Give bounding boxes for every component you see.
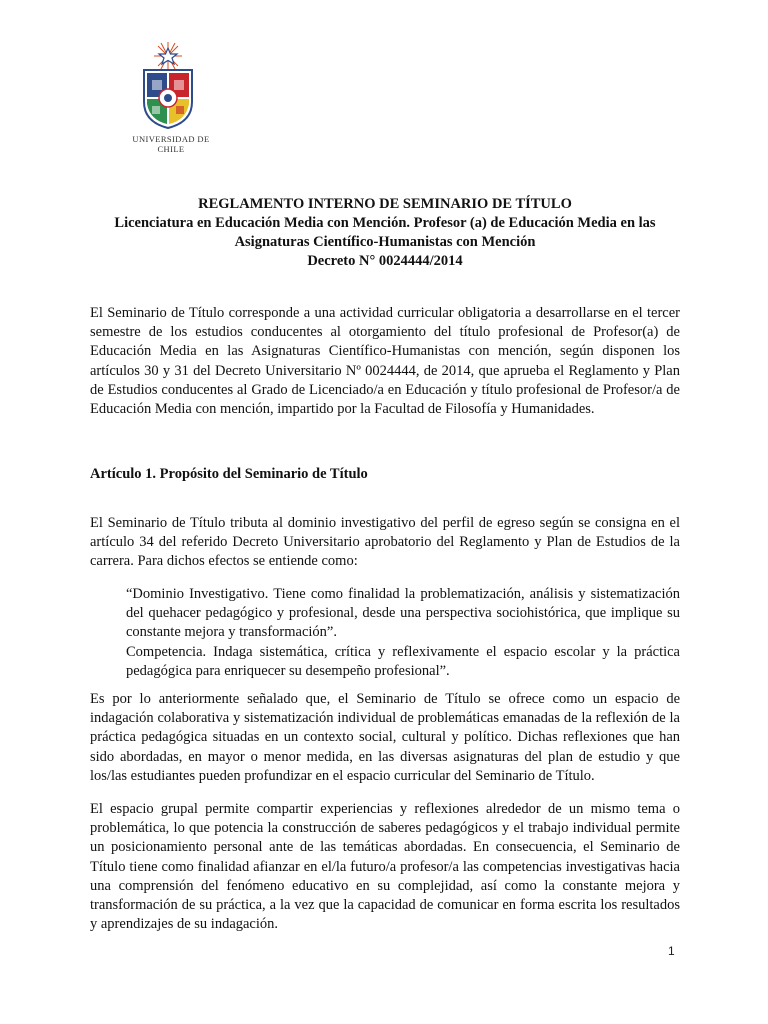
logo-text: UNIVERSIDAD DE CHILE bbox=[132, 134, 210, 154]
title-line-3: Decreto N° 0024444/2014 bbox=[307, 253, 463, 269]
article-1-heading: Artículo 1. Propósito del Seminario de Título bbox=[90, 466, 368, 482]
page-number: 1 bbox=[668, 944, 675, 958]
quote-competencia: Competencia. Indaga sistemática, crítica y reflexivamente el espacio escolar y la práctica pedagógica para enriquecer su desempeño profesional”. bbox=[126, 644, 680, 680]
article-1-paragraph-2: Es por lo anteriormente señalado que, el Seminario de Título se ofrece como un espacio de indagación colaborativa y sistematización individual de problemáticas emanadas de la reflexión de la práctica pedagógica situadas en un contexto social, cultural y político. Dichas reflexiones que han sido abordadas, en mayor o menor medida, en las diversas asignaturas del plan de estudio y que los/las estudiantes pueden profundizar en el espacio curricular del Seminario de Título. bbox=[90, 691, 680, 784]
title-line-1: REGLAMENTO INTERNO DE SEMINARIO DE TÍTULO bbox=[198, 196, 572, 212]
university-logo bbox=[118, 40, 218, 154]
document-title bbox=[90, 195, 680, 271]
article-1-paragraph-3: El espacio grupal permite compartir experiencias y reflexiones alrededor de un mismo tema o problemática, lo que potencia la construcción de saberes pedagógicos y el trabajo individual permite un posicionamiento personal ante de las temáticas abordadas. En consecuencia, el Seminario de Título tiene como finalidad afianzar en el/la futuro/a profesor/a las competencias investigativas hacia una comprensión del fenómeno educativo en su complejidad, así como la constante mejora y transformación de su práctica, a la vez que la capacidad de comunicar en forma escrita los resultados y aprendizajes de su indagación. bbox=[90, 801, 680, 933]
coat-of-arms-icon bbox=[130, 40, 206, 132]
title-line-2: Licenciatura en Educación Media con Mención. Profesor (a) de Educación Media en las Asignaturas Científico-Humanistas con Mención bbox=[114, 215, 656, 250]
quote-dominio-investigativo: “Dominio Investigativo. Tiene como finalidad la problematización, análisis y sistematización del quehacer pedagógico y profesional, desde una perspectiva sociohistórica, que implique su constante mejora y transformación”. bbox=[126, 586, 680, 641]
intro-paragraph: El Seminario de Título corresponde a una actividad curricular obligatoria a desarrollarse en el tercer semestre de los estudios conducentes al otorgamiento del título profesional de Profesor(a) de Educación Media en las Asignaturas Científico-Humanistas con mención, según disponen los artículos 30 y 31 del Decreto Universitario Nº 0024444, de 2014, que aprueba el Reglamento y Plan de Estudios conducentes al Grado de Licenciado/a en Educación y título profesional de Profesor/a de Educación Media con mención, impartido por la Facultad de Filosofía y Humanidades. bbox=[90, 305, 680, 418]
article-1-paragraph-1: El Seminario de Título tributa al dominio investigativo del perfil de egreso según se consigna en el artículo 34 del referido Decreto Universitario aprobatorio del Reglamento y Plan de Estudios de la carrera. Para dichos efectos se entiende como: bbox=[90, 515, 680, 570]
